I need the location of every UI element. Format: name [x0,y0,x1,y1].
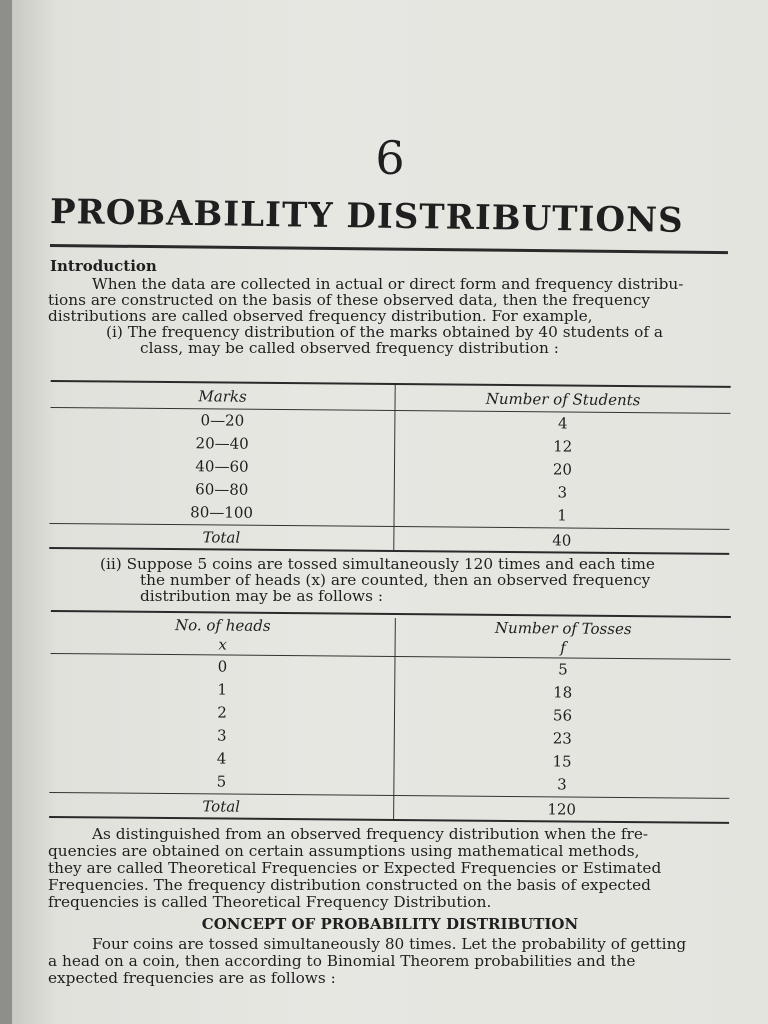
intro-line-1: When the data are collected in actual or direct form and frequency distribu- [92,275,684,293]
heads-cell: 3 [50,723,395,749]
heads-cell: 4 [50,746,395,772]
marks-table [49,380,730,555]
students-header: Number of Students [485,389,641,410]
example-ii-line-1: (ii) Suppose 5 coins are tossed simultaneously 120 times and each time [100,555,655,573]
tosses-cell: 56 [552,706,573,725]
total-label: Total [49,524,394,550]
marks-cell: 80—100 [49,500,394,526]
theory-line-5: frequencies is called Theoretical Frequency Distribution. [48,893,492,911]
total-value: 40 [552,531,572,550]
heads-header-label: No. of heads [174,616,271,635]
theory-line-2: quencies are obtained on certain assumptions using mathematical methods, [48,842,640,860]
students-cell: 12 [553,437,573,456]
tosses-header [396,618,731,659]
tosses-cell: 18 [553,683,573,702]
intro-paragraph [48,276,732,356]
tosses-header-label: Number of Tosses [494,618,632,639]
tosses-cell: 23 [552,729,572,748]
total-label: Total [49,793,394,819]
heads-cell: 2 [50,700,395,726]
marks-cell: 20—40 [50,431,395,457]
example-ii-line-3: distribution may be as follows : [140,587,383,605]
title-rule [50,244,728,254]
tosses-cell: 15 [552,752,572,771]
tosses-table-header [51,612,731,660]
intro-line-3: distributions are called observed frequency distribution. For example, [48,307,593,325]
concept-line-2: a head on a coin, then according to Binomial Theorem probabilities and the [48,952,636,970]
students-cell: 3 [557,483,568,502]
theoretical-frequency-paragraph [48,826,732,911]
tosses-table [49,610,731,824]
marks-cell: 0—20 [50,408,395,434]
tosses-cell: 3 [557,775,567,794]
chapter-number: 6 [375,131,405,185]
example-ii-paragraph [48,556,732,604]
example-ii-line-2: the number of heads (x) are counted, then an observed frequency [140,571,651,589]
heads-cell: 0 [50,654,395,680]
students-cell: 4 [558,414,568,433]
heads-header-symbol: x [218,635,227,654]
heads-cell: 1 [50,677,395,703]
theory-line-1: As distinguished from an observed frequency distribution when the fre- [92,825,649,843]
section-heading-concept: CONCEPT OF PROBABILITY DISTRIBUTION [201,915,579,933]
chapter-title: PROBABILITY DISTRIBUTIONS [49,192,684,241]
concept-line-3: expected frequencies are as follows : [48,969,336,987]
section-heading-introduction: Introduction [50,257,157,275]
marks-header: Marks [51,382,396,410]
tosses-header-symbol: f [560,638,566,657]
concept-line-1: Four coins are tossed simultaneously 80 times. Let the probability of getting [92,935,687,953]
example-i-line-2: class, may be called observed frequency distribution : [140,339,559,357]
marks-cell: 40—60 [50,454,395,480]
marks-cell: 60—80 [50,477,395,503]
students-cell: 20 [552,460,573,479]
heads-cell: 5 [49,769,394,795]
concept-paragraph [48,936,732,987]
tosses-cell: 5 [558,660,568,679]
book-page [12,0,768,1024]
theory-line-3: they are called Theoretical Frequencies or Expected Frequencies or Estimated [48,859,662,877]
students-cell: 1 [557,506,567,525]
example-i-line-1: (i) The frequency distribution of the marks obtained by 40 students of a [106,323,663,341]
intro-line-2: tions are constructed on the basis of these observed data, then the frequency [48,291,651,309]
theory-line-4: Frequencies. The frequency distribution constructed on the basis of expected [48,876,651,894]
total-value: 120 [547,800,577,819]
heads-header [51,615,396,656]
